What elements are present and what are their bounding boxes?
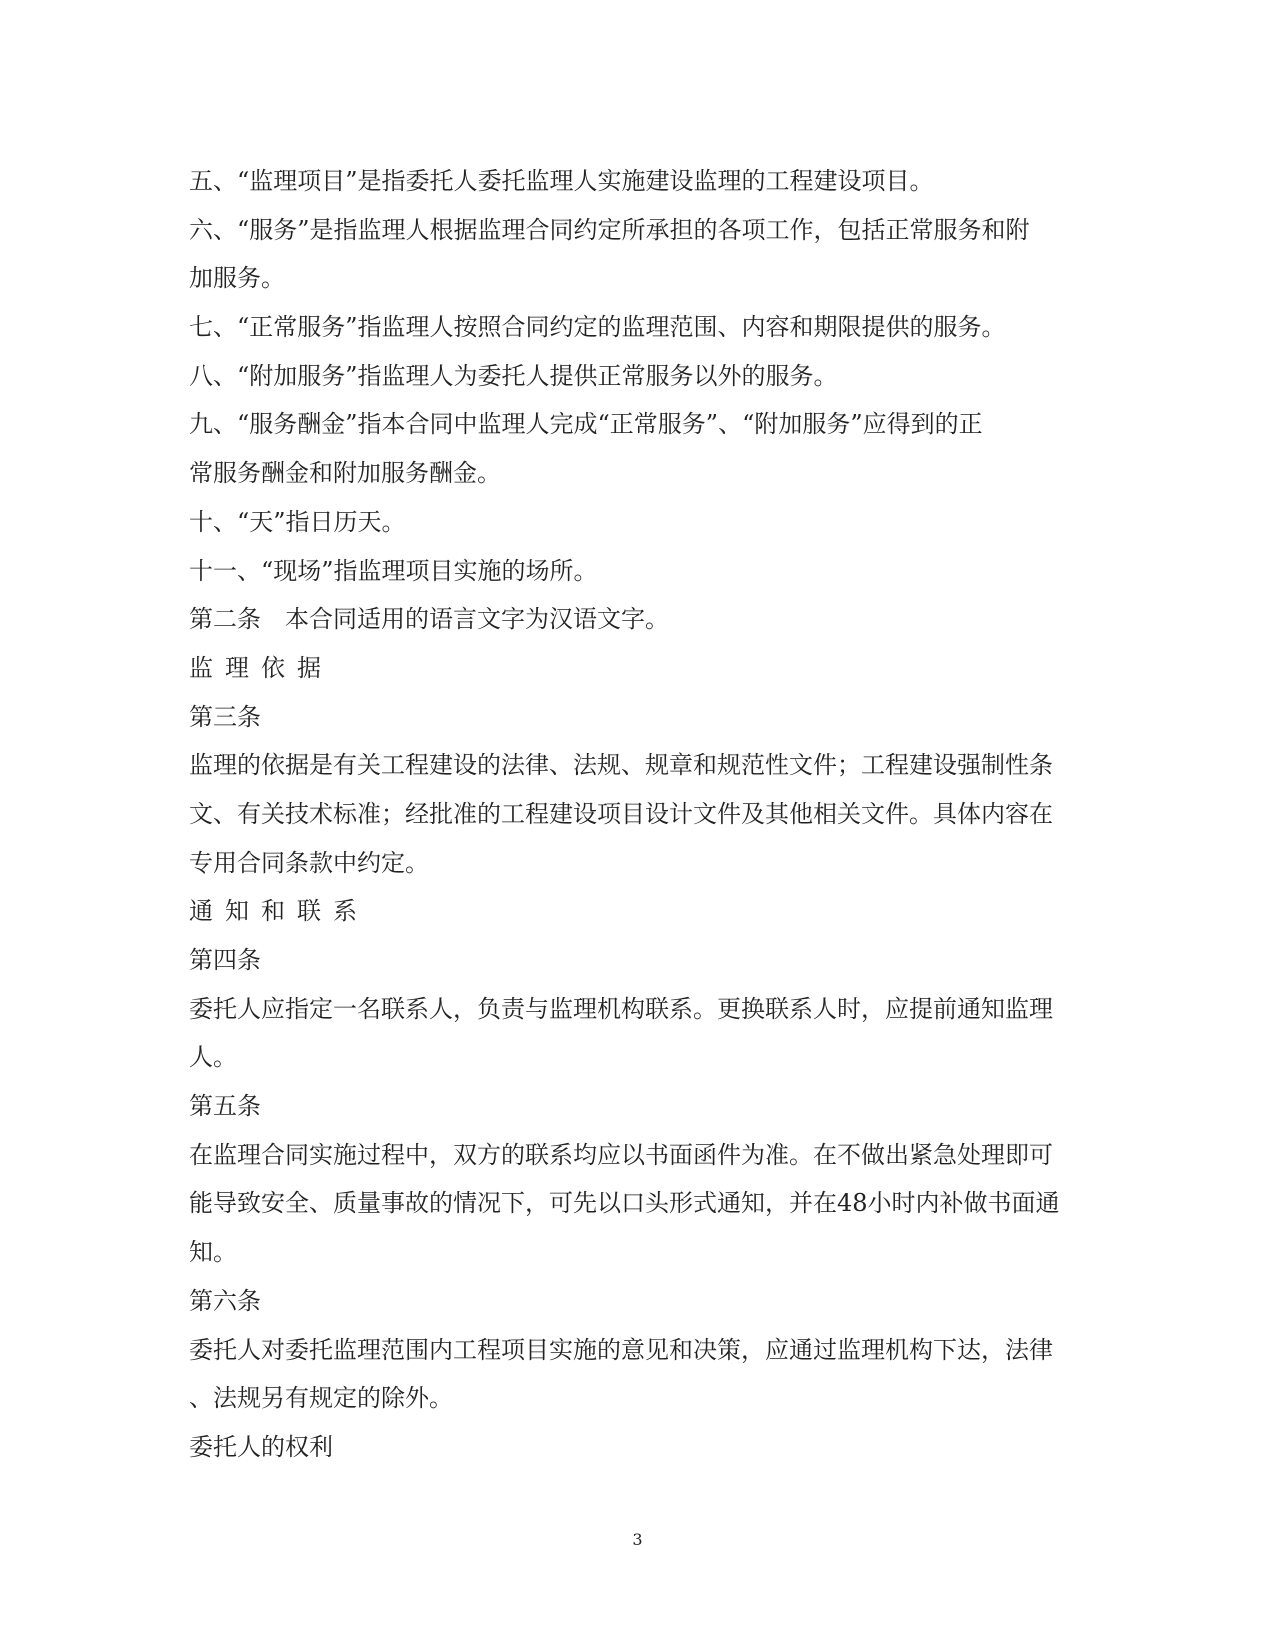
document-body bbox=[189, 157, 1089, 1472]
article-3-body-line: 专用合同条款中约定。 bbox=[189, 848, 429, 877]
article-5-body-line: 知。 bbox=[189, 1238, 237, 1267]
clause-11-line: 十一、“现场”指监理项目实施的场所。 bbox=[189, 556, 598, 585]
article-6-body-line: 委托人对委托监理范围内工程项目实施的意见和决策，应通过监理机构下达，法律 bbox=[189, 1335, 1053, 1364]
clause-6-line: 六、“服务”是指监理人根据监理合同约定所承担的各项工作，包括正常服务和附 bbox=[189, 215, 1030, 244]
article-6-body-line: 、法规另有规定的除外。 bbox=[189, 1384, 453, 1413]
article-3-heading: 第三条 bbox=[189, 702, 261, 731]
section-heading-basis: 监理依据 bbox=[189, 653, 333, 682]
article-5-body-line: 在监理合同实施过程中，双方的联系均应以书面函件为准。在不做出紧急处理即可 bbox=[189, 1140, 1053, 1169]
clause-6-line-cont: 加服务。 bbox=[189, 264, 285, 293]
article-4-body-line: 人。 bbox=[189, 1043, 237, 1072]
section-heading-notice: 通知和联系 bbox=[189, 897, 369, 926]
clause-5-line: 五、“监理项目”是指委托人委托监理人实施建设监理的工程建设项目。 bbox=[189, 167, 934, 195]
article-3-body-line: 文、有关技术标准；经批准的工程建设项目设计文件及其他相关文件。具体内容在 bbox=[189, 799, 1053, 828]
article-5-body-line: 能导致安全、质量事故的情况下，可先以口头形式通知，并在48小时内补做书面通 bbox=[189, 1189, 1060, 1218]
article-4-heading: 第四条 bbox=[189, 946, 261, 974]
section-heading-principal-rights: 委托人的权利 bbox=[189, 1432, 333, 1461]
clause-9-line-cont: 常服务酬金和附加服务酬金。 bbox=[189, 459, 501, 488]
page-number: 3 bbox=[632, 1530, 643, 1549]
clause-7-line: 七、“正常服务”指监理人按照合同约定的监理范围、内容和期限提供的服务。 bbox=[189, 313, 1006, 342]
article-2-line: 第二条 本合同适用的语言文字为汉语文字。 bbox=[189, 605, 669, 634]
clause-9-line: 九、“服务酬金”指本合同中监理人完成“正常服务”、“附加服务”应得到的正 bbox=[189, 410, 983, 439]
clause-10-line: 十、“天”指日历天。 bbox=[189, 507, 406, 536]
clause-8-line: 八、“附加服务”指监理人为委托人提供正常服务以外的服务。 bbox=[189, 361, 838, 390]
article-3-body-line: 监理的依据是有关工程建设的法律、法规、规章和规范性文件；工程建设强制性条 bbox=[189, 751, 1053, 780]
article-5-heading: 第五条 bbox=[189, 1092, 261, 1121]
article-6-heading: 第六条 bbox=[189, 1286, 261, 1315]
article-4-body-line: 委托人应指定一名联系人，负责与监理机构联系。更换联系人时，应提前通知监理 bbox=[189, 994, 1053, 1023]
